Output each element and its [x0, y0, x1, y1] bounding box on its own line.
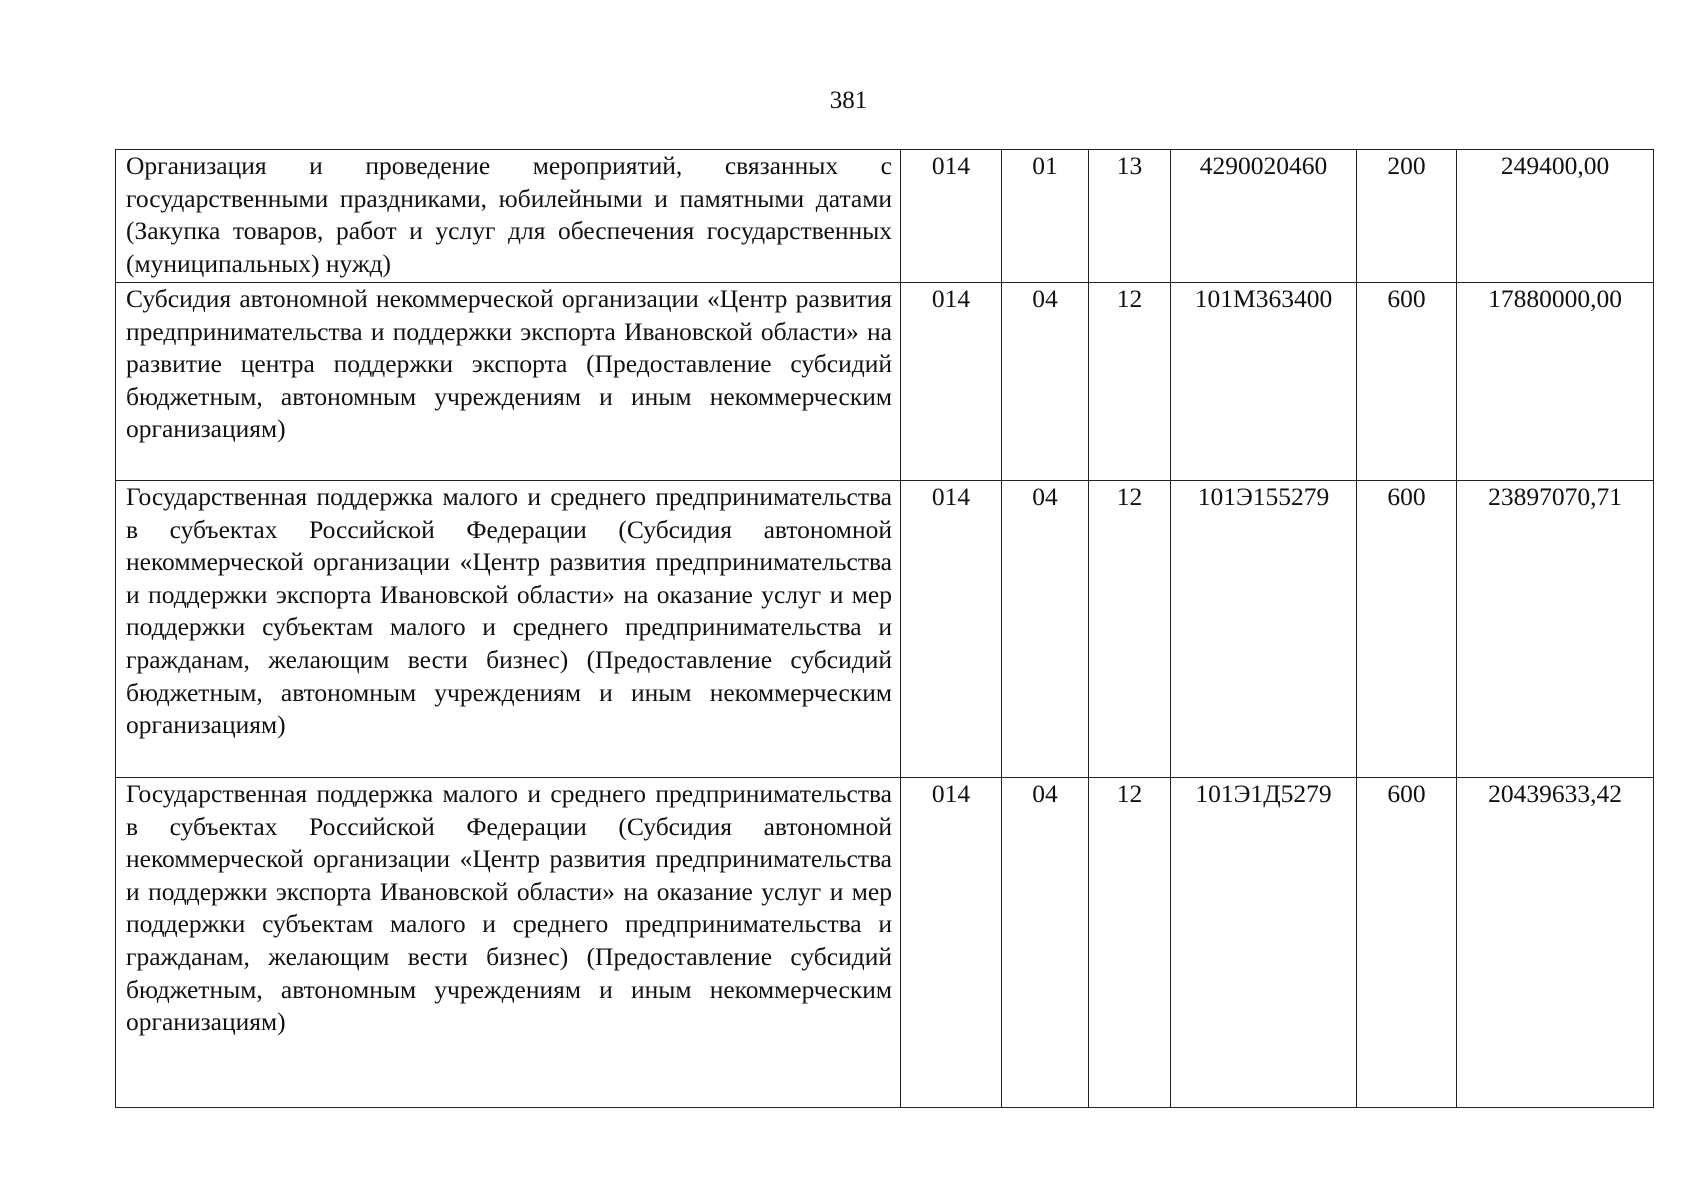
table-row	[116, 481, 1654, 778]
table-row	[116, 283, 1654, 481]
page-number: 381	[829, 87, 868, 114]
section-code: 04	[1002, 481, 1089, 778]
row-description: Государственная поддержка малого и среднего предпринимательства в субъектах Российской Федерации (Субсидия автономной некоммерческой организации «Центр развития предпринимательства и поддержки экспорта Ивановской области» на оказание услуг и мер поддержки субъектам малого и среднего предпринимательства и гражданам, желающим вести бизнес) (Предоставление субсидий бюджетным, автономным учреждениям и иным некоммерческим организациям)	[116, 481, 901, 778]
target-article-code: 4290020460	[1171, 150, 1357, 283]
target-article-code: 101M363400	[1171, 283, 1357, 481]
table-row	[116, 778, 1654, 1108]
amount-value: 20439633,42	[1457, 778, 1654, 1108]
expense-type-code: 600	[1357, 778, 1457, 1108]
row-description: Государственная поддержка малого и среднего предпринимательства в субъектах Российской Федерации (Субсидия автономной некоммерческой организации «Центр развития предпринимательства и поддержки экспорта Ивановской области» на оказание услуг и мер поддержки субъектам малого и среднего предпринимательства и гражданам, желающим вести бизнес) (Предоставление субсидий бюджетным, автономным учреждениям и иным некоммерческим организациям)	[116, 778, 901, 1108]
ministry-code: 014	[901, 481, 1002, 778]
budget-table	[115, 149, 1654, 1108]
table-row	[116, 150, 1654, 283]
row-description: Субсидия автономной некоммерческой организации «Центр развития предпринимательства и поддержки экспорта Ивановской области» на развитие центра поддержки экспорта (Предоставление субсидий бюджетным, автономным учреждениям и иным некоммерческим организациям)	[116, 283, 901, 481]
section-code: 04	[1002, 283, 1089, 481]
section-code: 04	[1002, 778, 1089, 1108]
subsection-code: 13	[1089, 150, 1171, 283]
ministry-code: 014	[901, 150, 1002, 283]
amount-value: 249400,00	[1457, 150, 1654, 283]
amount-value: 23897070,71	[1457, 481, 1654, 778]
row-description: Организация и проведение мероприятий, связанных с государственными праздниками, юбилейными и памятными датами (Закупка товаров, работ и услуг для обеспечения государственных (муниципальных) нужд)	[116, 150, 901, 283]
target-article-code: 101Э1Д5279	[1171, 778, 1357, 1108]
expense-type-code: 600	[1357, 481, 1457, 778]
target-article-code: 101Э155279	[1171, 481, 1357, 778]
subsection-code: 12	[1089, 283, 1171, 481]
section-code: 01	[1002, 150, 1089, 283]
ministry-code: 014	[901, 778, 1002, 1108]
amount-value: 17880000,00	[1457, 283, 1654, 481]
ministry-code: 014	[901, 283, 1002, 481]
expense-type-code: 200	[1357, 150, 1457, 283]
subsection-code: 12	[1089, 481, 1171, 778]
expense-type-code: 600	[1357, 283, 1457, 481]
subsection-code: 12	[1089, 778, 1171, 1108]
